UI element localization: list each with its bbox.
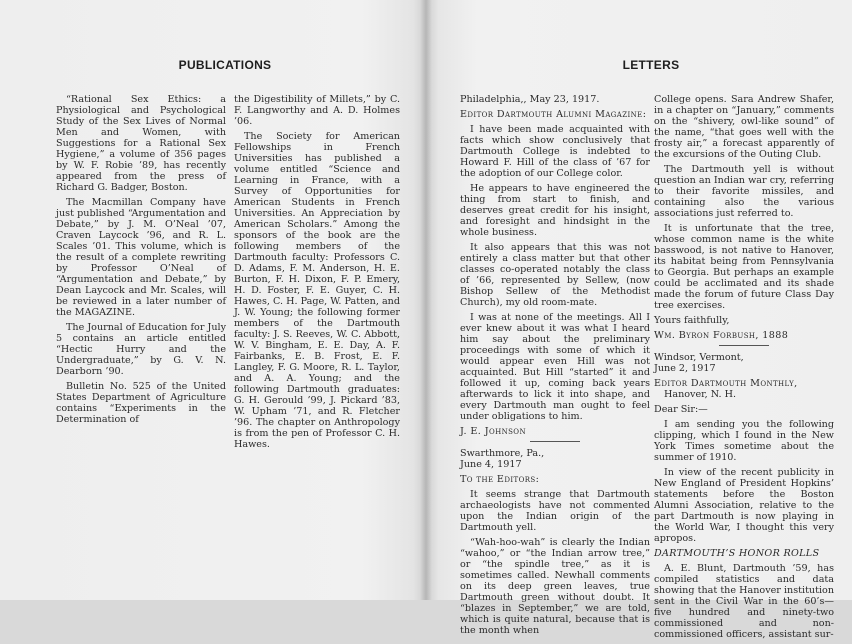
address: Editor Dartmouth Monthly, [654,378,798,389]
right-page [426,0,852,640]
address: Hanover, N. H. [664,389,737,400]
signature: J. E. Johnson [460,426,526,437]
paragraph: College opens. Sara Andrew Shafer, in a chapter on “January,” comments on the “shivery, owl-like sound” of the name, “that goes well with the frosty air,” a forecast apparently of the excursions of the Outing Club. [654,94,834,160]
paragraph: Bulletin No. 525 of the United States Department of Agriculture contains “Experiments in the Determination of [56,381,226,425]
dateline: Windsor, Vermont, [654,352,744,363]
left-page [0,0,426,600]
dateline: Swarthmore, Pa., [460,448,545,459]
salutation: To the Editors: [460,474,540,485]
paragraph: The Macmillan Company have just published “Argumentation and Debate,” by J. M. O’Neal ’07, Craven Laycock ’96, and R. L. Scales ’01. This volume, which is the result of a complete rewriting by Professor O’Neal of “Argumentation and Debate,” by Dean Laycock and Mr. Scales, will be reviewed in a later number of the MAGAZINE. [56,197,226,318]
dateline: June 4, 1917 [460,459,522,470]
paragraph: In view of the recent publicity in New England of President Hopkins’ statements before the Boston Alumni Association, relative to the part Dartmouth is now playing in the World War, I thought this very apropos. [654,467,834,544]
closing: Yours faithfully, [654,315,730,326]
salutation: Editor Dartmouth Alumni Magazine: [460,109,647,120]
letters-column-2 [654,94,834,644]
publications-column-1 [56,94,226,429]
dateline: Philadelphia,, May 23, 1917. [460,94,600,105]
paragraph: The Dartmouth yell is without question an Indian war cry, referring to their favorite missiles, and containing also the various associations just referred to. [654,164,834,219]
paragraph: I have been made acquainted with facts which show conclusively that Dartmouth College is indebted to Howard F. Hill of the class of ’67 for the adoption of our College color. [460,124,650,179]
paragraph: “Rational Sex Ethics: a Physiological and Psychological Study of the Sex Lives of Normal Men and Women, with Suggestions for a Rational Sex Hygiene,” a volume of 356 pages by W. F. Robie ’89, has recently appeared from the press of Richard G. Badger, Boston. [56,94,226,193]
paragraph: It also appears that this was not entirely a class matter but that other classes co-operated notably the class of ’66, represented by Sellew, (now Bishop Sellew of the Methodist Church), my old room-mate. [460,242,650,308]
publications-heading: PUBLICATIONS [178,58,272,72]
paragraph: The Society for American Fellowships in French Universities has published a volume entitled “Science and Learning in France, with a Survey of Opportunities for American Students in French Universities. An Appreciation by American Scholars.” Among the sponsors of the book are the following members of the Dartmouth faculty: Professors C. D. Adams, F. M. Anderson, H. E. Burton, F. H. Dixon, F. P. Emery, H. D. Foster, F. E. Guyer, C. H. Hawes, C. H. Page, W. Patten, and J. W. Young; the following former members of the Dartmouth faculty: J. S. Reeves, W. C. Abbott, W. V. Bingham, E. E. Day, A. F. Fairbanks, E. B. Frost, E. F. Langley, F. G. Moore, R. L. Taylor, and A. A. Young; and the following Dartmouth graduates: G. H. Gerould ’99, J. Pickard ’83, W. Upham ’71, and R. Fletcher ’96. The chapter on Anthropology is from the pen of Professor C. H. Hawes. [234,131,400,450]
paragraph: “Wah-hoo-wah” is clearly the Indian “wahoo,” or “the Indian arrow tree,” or “the spindle tree,” as it is sometimes called. Newhall comments on its deep green leaves, true Dartmouth green without doubt. It “blazes in September,” we are told, which is quite natural, because that is the month when [460,537,650,636]
book-gutter [420,0,432,600]
divider [530,441,580,442]
dateline: June 2, 1917 [654,363,716,374]
paragraph: The Journal of Education for July 5 contains an article entitled “Hectic Hurry and the Undergraduate,” by G. V. N. Dearborn ’90. [56,322,226,377]
publications-column-2 [234,94,400,454]
section-heading: DARTMOUTH’S HONOR ROLLS [654,548,820,559]
paragraph: I was at none of the meetings. All I ever knew about it was what I heard him say about the preliminary proceedings with some of which it would appear even Hill was not acquainted. But Hill “started” it and followed it up, coming back years afterwards to lick it into shape, and every Dartmouth man ought to feel under obligations to him. [460,312,650,422]
paragraph: I am sending you the following clipping, which I found in the New York Times sometime about the summer of 1910. [654,419,834,463]
paragraph: It seems strange that Dartmouth archaeologists have not commented upon the Indian origin of the Dartmouth yell. [460,489,650,533]
paragraph: the Digestibility of Millets,” by C. F. Langworthy and A. D. Holmes ’06. [234,94,400,127]
letters-column-1 [460,94,650,640]
paragraph: He appears to have engineered the thing from start to finish, and deserves great credit for his insight, and foresight and hindsight in the whole business. [460,183,650,238]
salutation: Dear Sir:— [654,404,708,415]
divider [719,345,769,346]
letters-heading: LETTERS [622,58,680,72]
signature: Wm. Byron Forbush, 1888 [654,330,789,341]
paragraph: A. E. Blunt, Dartmouth ’59, has compiled statistics and data showing that the Hanover institution sent in the Civil War in the 60’s—five hundred and ninety-two commissioned and non-commissioned officers, assistant sur- [654,563,834,640]
paragraph: It is unfortunate that the tree, whose common name is the white basswood, is not native to Hanover, its habitat being from Pennsylvania to Georgia. But perhaps an example could be acclimated and its shade made the forum of future Class Day tree exercises. [654,223,834,311]
